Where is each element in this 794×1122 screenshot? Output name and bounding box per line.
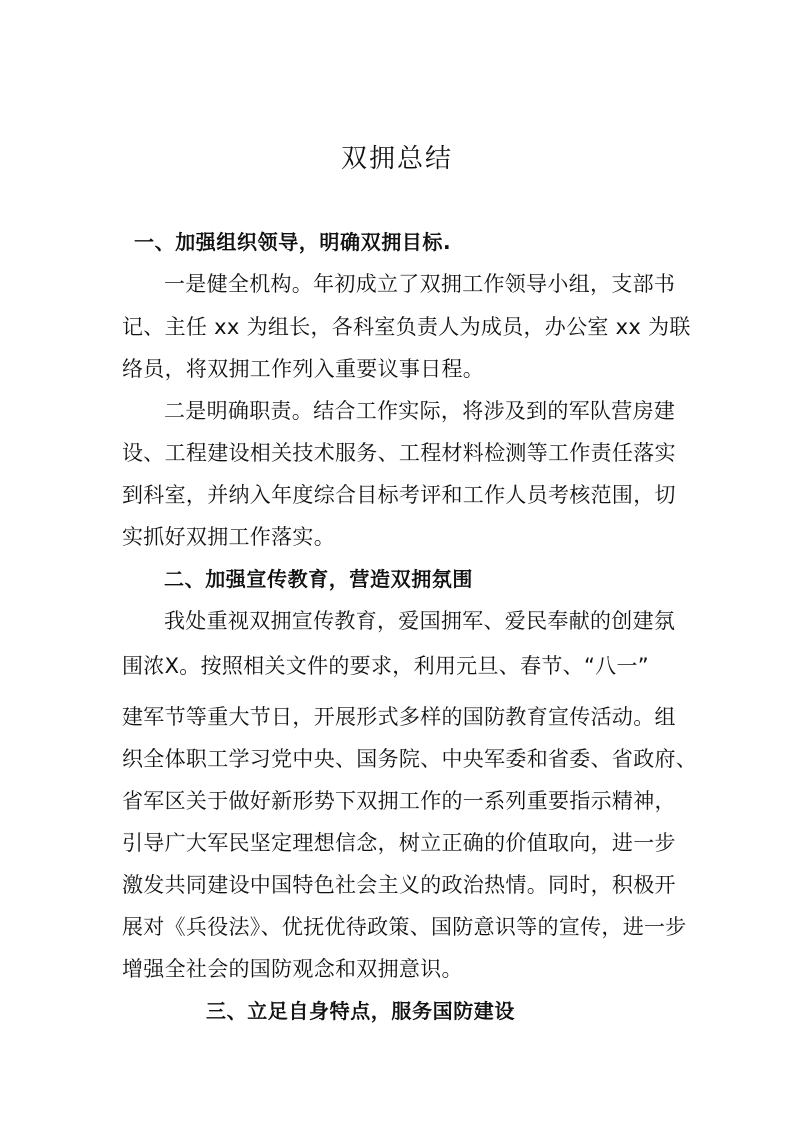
section-1-heading: 一、加强组织领导，明确双拥目标. xyxy=(134,230,452,254)
paragraph-line: 围浓X。按照相关文件的要求，利用元旦、春节、“八一” xyxy=(122,654,649,678)
paragraph-line: 引导广大军民坚定理想信念，树立正确的价值取向，进一步 xyxy=(122,831,676,855)
paragraph-line: 设、工程建设相关技术服务、工程材料检测等工作责任落实 xyxy=(122,441,676,465)
section-2-heading: 二、加强宣传教育，营造双拥氛围 xyxy=(164,567,473,591)
paragraph-line: 到科室，并纳入年度综合目标考评和工作人员考核范围，切 xyxy=(122,483,676,507)
paragraph-line: 省军区关于做好新形势下双拥工作的一系列重要指示精神， xyxy=(122,789,676,813)
document-title: 双拥总结 xyxy=(340,144,453,174)
paragraph-line: 激发共同建设中国特色社会主义的政治热情。同时，积极开 xyxy=(122,873,676,897)
paragraph-line: 我处重视双拥宣传教育，爱国拥军、爱民奉献的创建氛 xyxy=(164,609,676,633)
paragraph-line: 一是健全机构。年初成立了双拥工作领导小组，支部书 xyxy=(164,272,676,296)
paragraph-line: 展对《兵役法》、优抚优待政策、国防意识等的宣传，进一步 xyxy=(122,915,687,939)
paragraph-line: 实抓好双拥工作落实。 xyxy=(122,525,335,549)
section-3-heading: 三、立足自身特点，服务国防建设 xyxy=(206,999,515,1023)
paragraph-line: 二是明确职责。结合工作实际，将涉及到的军队营房建 xyxy=(164,399,676,423)
paragraph-line: 络员，将双拥工作列入重要议事日程。 xyxy=(122,357,485,381)
paragraph-line: 记、主任 xx 为组长，各科室负责人为成员，办公室 xx 为联 xyxy=(122,315,691,339)
paragraph-line: 增强全社会的国防观念和双拥意识。 xyxy=(122,957,463,981)
paragraph-line: 织全体职工学习党中央、国务院、中央军委和省委、省政府、 xyxy=(122,747,698,771)
paragraph-line: 建军节等重大节日，开展形式多样的国防教育宣传活动。组 xyxy=(122,705,676,729)
